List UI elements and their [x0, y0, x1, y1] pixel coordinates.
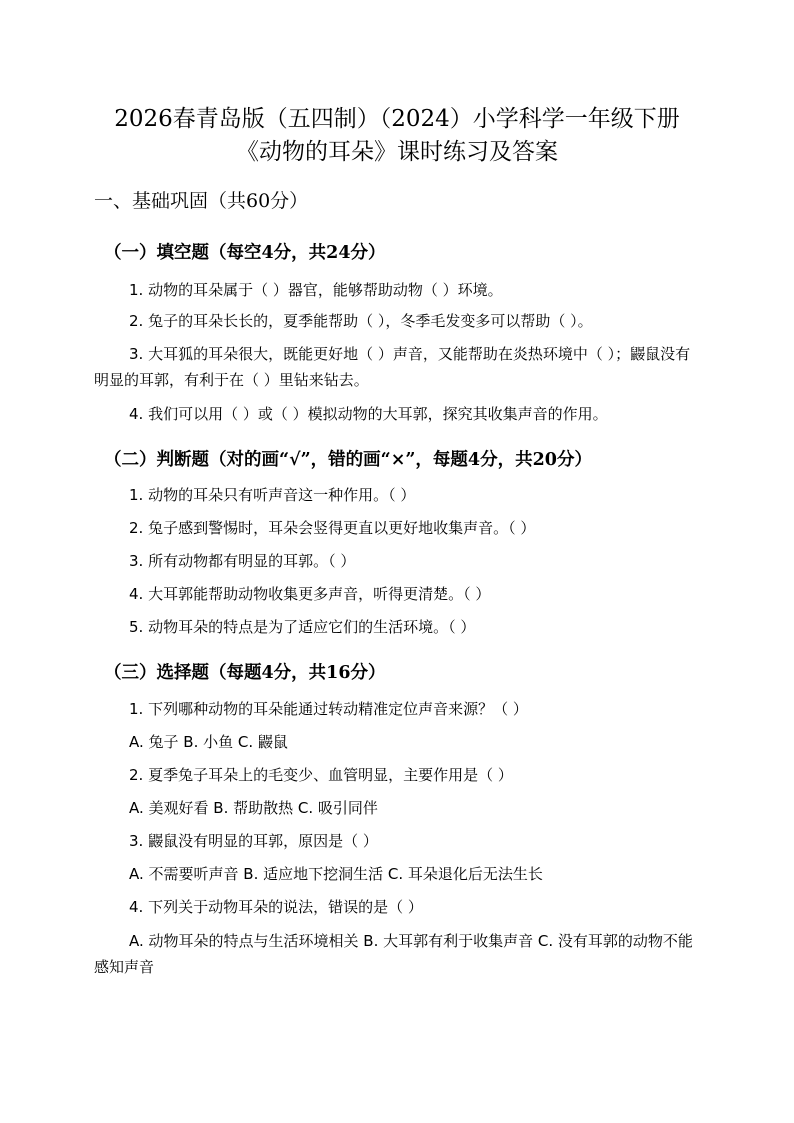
choice-question-4-options: A. 动物耳朵的特点与生活环境相关 B. 大耳郭有利于收集声音 C. 没有耳郭的动物不能感知声音 [94, 932, 693, 976]
choice-question-2: 2. 夏季兔子耳朵上的毛变少、血管明显，主要作用是（ ） [129, 766, 513, 784]
fill-question-2: 2. 兔子的耳朵长长的，夏季能帮助（ ），冬季毛发变多可以帮助（ ）。 [129, 312, 593, 330]
judge-question-5: 5. 动物耳朵的特点是为了适应它们的生活环境。（ ） [129, 618, 476, 636]
fill-question-4: 4. 我们可以用（ ）或（ ）模拟动物的大耳郭，探究其收集声音的作用。 [129, 405, 608, 423]
choice-question-1-options: A. 兔子 B. 小鱼 C. 鼹鼠 [129, 733, 288, 751]
judge-question-2: 2. 兔子感到警惕时，耳朵会竖得更直以更好地收集声音。（ ） [129, 519, 536, 537]
choice-question-4: 4. 下列关于动物耳朵的说法，错误的是（ ） [129, 898, 423, 916]
choice-question-3-options: A. 不需要听声音 B. 适应地下挖洞生活 C. 耳朵退化后无法生长 [129, 865, 543, 883]
fill-question-3: 3. 大耳狐的耳朵很大，既能更好地（ ）声音，又能帮助在炎热环境中（ ）；鼹鼠没有明显的耳郭，有利于在（ ）里钻来钻去。 [94, 345, 691, 389]
section-3-heading: （三）选择题（每题4分，共16分） [104, 663, 386, 683]
judge-question-3: 3. 所有动物都有明显的耳郭。（ ） [129, 552, 356, 570]
part-1-heading: 一、基础巩固（共60分） [94, 190, 309, 212]
choice-question-2-options: A. 美观好看 B. 帮助散热 C. 吸引同伴 [129, 799, 378, 817]
section-1-heading: （一）填空题（每空4分，共24分） [104, 243, 386, 263]
document-title-line-1: 2026春青岛版（五四制）（2024）小学科学一年级下册 [114, 106, 680, 132]
section-2-heading: （二）判断题（对的画“√”，错的画“×”，每题4分，共20分） [104, 450, 592, 470]
choice-question-3: 3. 鼹鼠没有明显的耳郭，原因是（ ） [129, 832, 378, 850]
judge-question-4: 4. 大耳郭能帮助动物收集更多声音，听得更清楚。（ ） [129, 585, 491, 603]
document-title-line-2: 《动物的耳朵》课时练习及答案 [236, 139, 558, 165]
choice-question-1: 1. 下列哪种动物的耳朵能通过转动精准定位声音来源？（ ） [129, 700, 528, 718]
fill-question-1: 1. 动物的耳朵属于（ ）器官，能够帮助动物（ ）环境。 [129, 281, 503, 299]
judge-question-1: 1. 动物的耳朵只有听声音这一种作用。（ ） [129, 486, 416, 504]
